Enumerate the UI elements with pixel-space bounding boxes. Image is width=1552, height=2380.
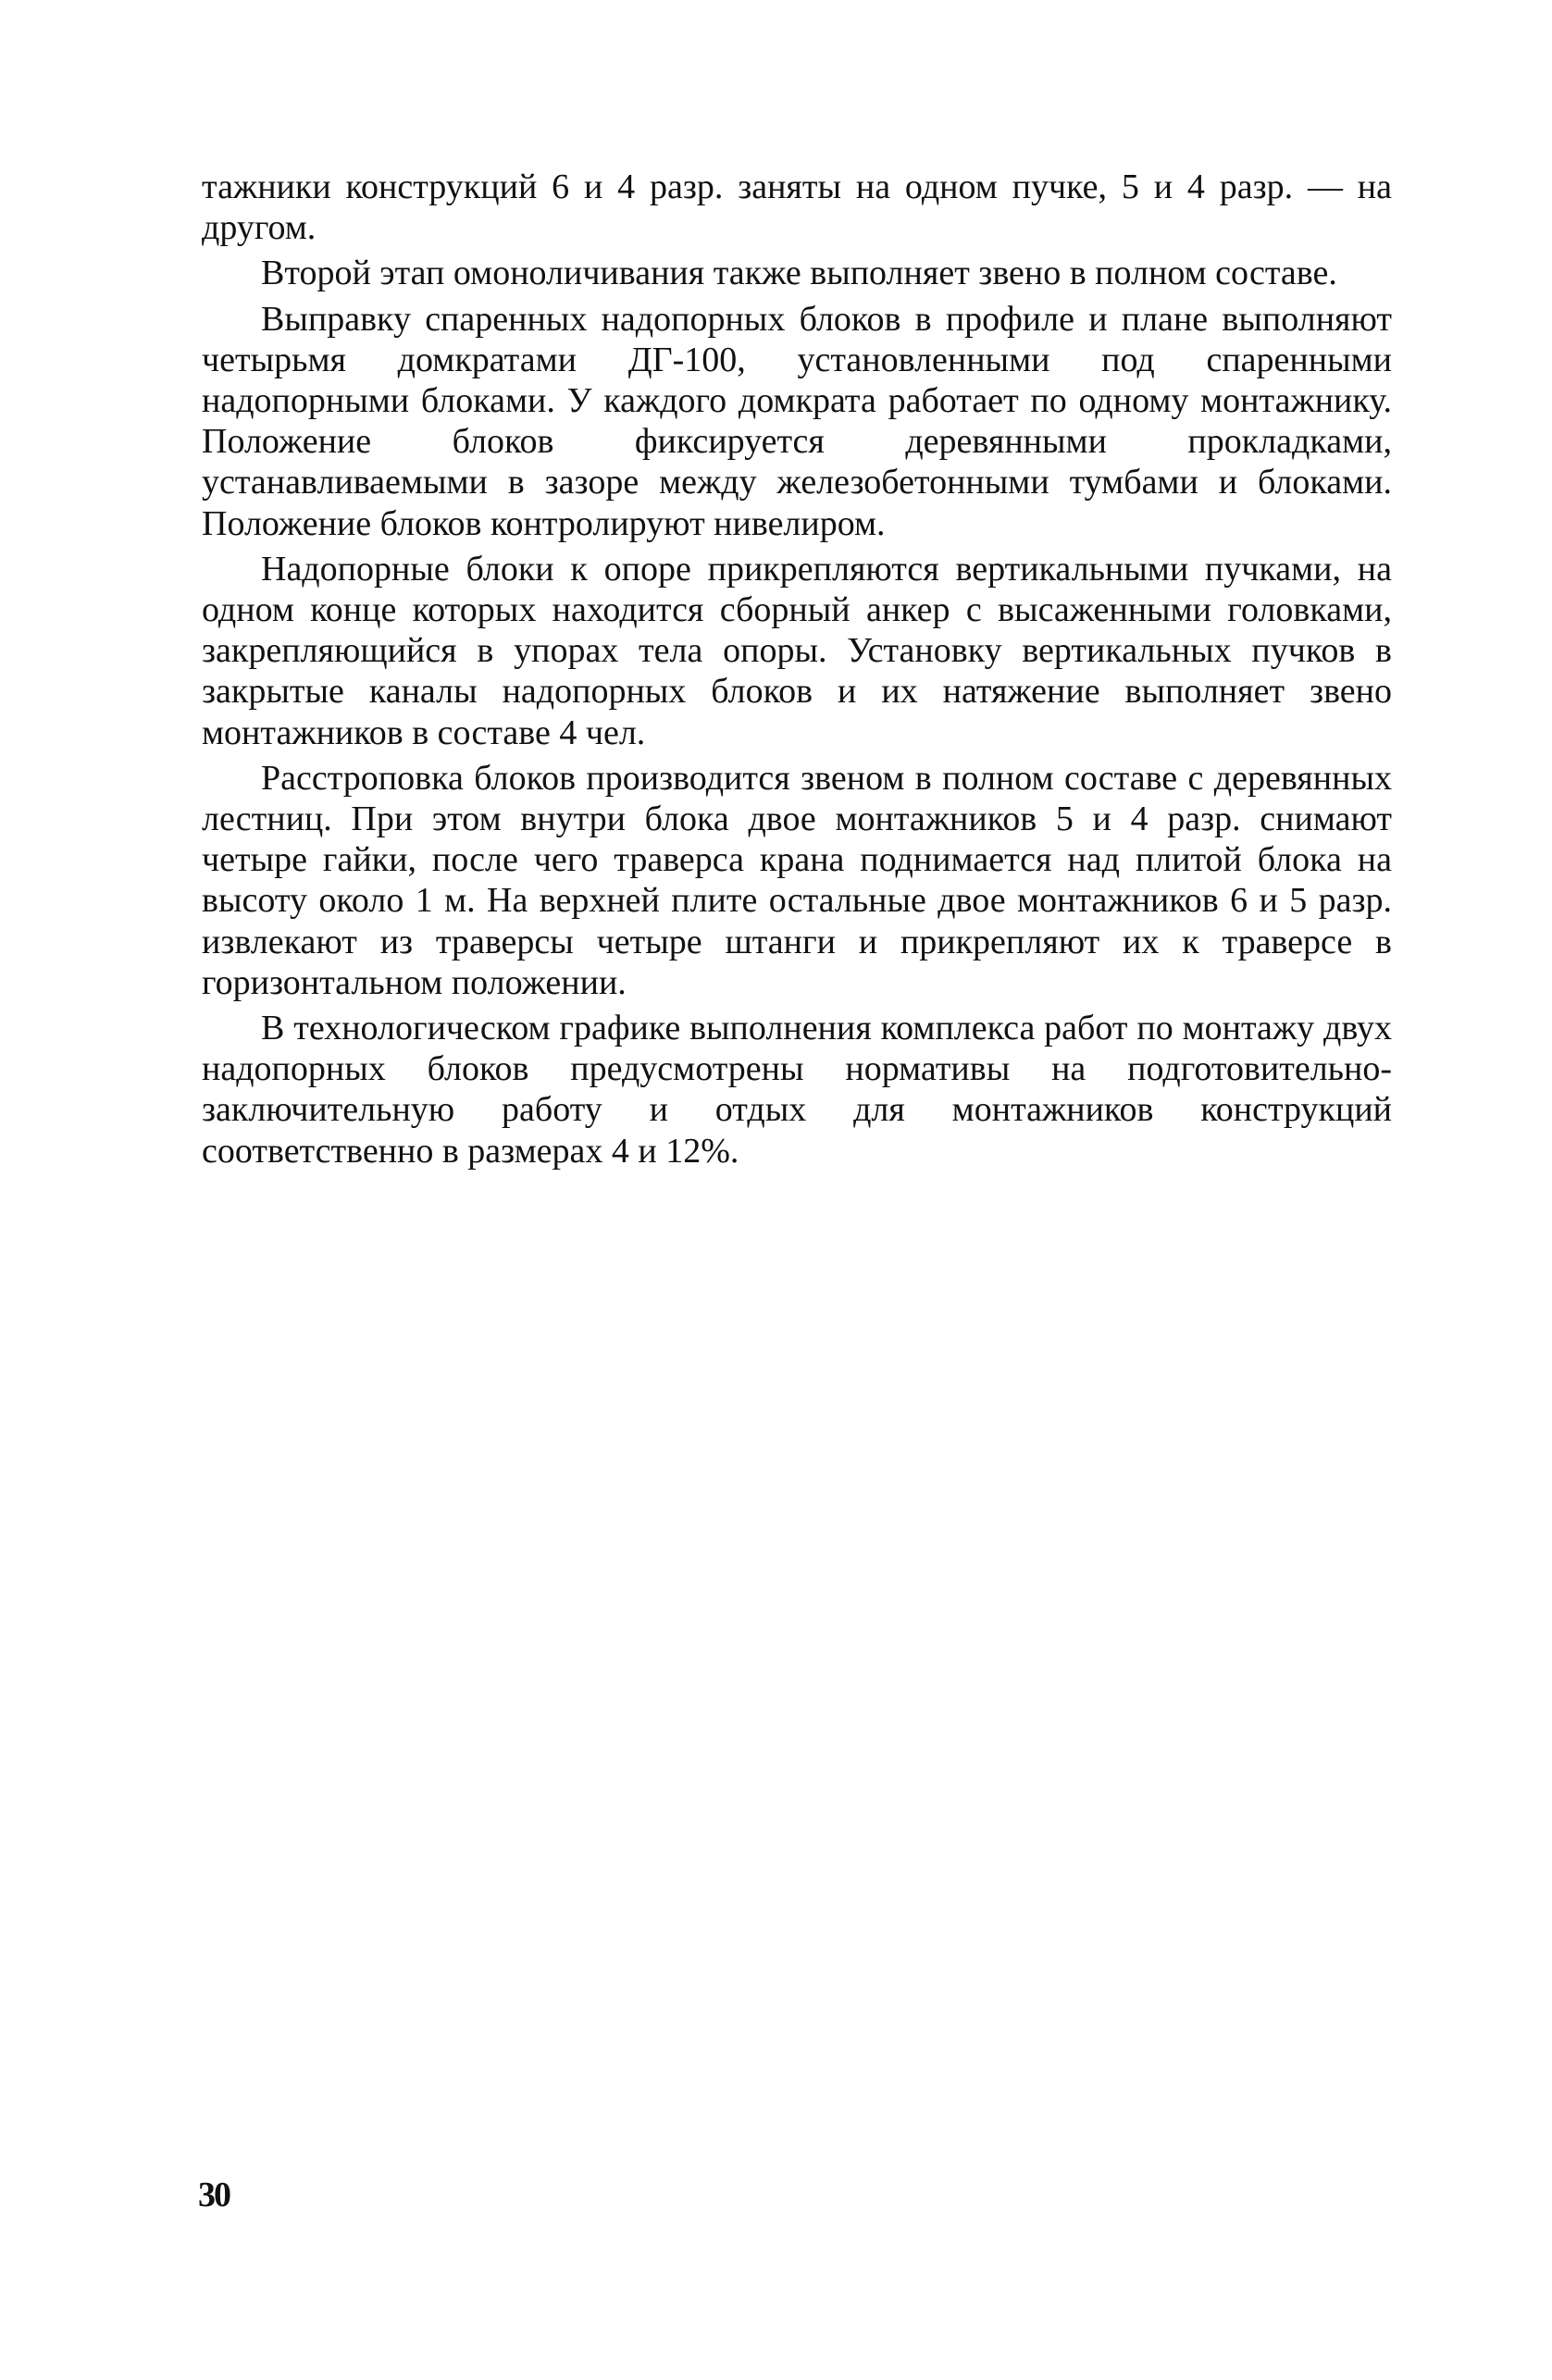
paragraph-3: Выправку спаренных надопорных блоков в профиле и плане выполняют четырьмя домкратами ДГ-100, установленными под спаренными надопорными блоками. У каждого домкрата работает по одному монтажнику. Положение блоков фиксируется деревянными прокладками, устанавливаемыми в зазоре между железобетонными тумбами и блоками. Положение блоков контролируют нивелиром. — [202, 299, 1392, 543]
paragraph-2: Второй этап омоноличивания также выполняет звено в полном составе. — [261, 254, 1337, 293]
paragraph-4: Надопорные блоки к опоре прикрепляются вертикальными пучками, на одном конце которых находится сборный анкер с высаженными головками, закрепляющийся в упорах тела опоры. Установку вертикальных пучков в закрытые каналы надопорных блоков и их натяжение выполняет звено монтажников в составе 4 чел. — [202, 549, 1392, 752]
page-number: 30 — [198, 2175, 230, 2214]
paragraph-5: Расстроповка блоков производится звеном в полном составе с деревянных лестниц. При этом внутри блока двое монтажников 5 и 4 разр. снимают четыре гайки, после чего траверса крана поднимается над плитой блока на высоту около 1 м. На верхней плите остальные двое монтажников 6 и 5 разр. извлекают из траверсы четыре штанги и прикрепляют их к траверсе в горизонтальном положении. — [202, 758, 1392, 1002]
paragraph-1: тажники конструкций 6 и 4 разр. заняты на одном пучке, 5 и 4 разр. — на другом. — [202, 167, 1392, 248]
page-text-block — [202, 167, 1392, 1176]
paragraph-6: В технологическом графике выполнения комплекса работ по монтажу двух надопорных блоков предусмотрены нормативы на подготовительно-заключительную работу и отдых для монтажников конструкций соответственно в размерах 4 и 12%. — [202, 1009, 1392, 1171]
